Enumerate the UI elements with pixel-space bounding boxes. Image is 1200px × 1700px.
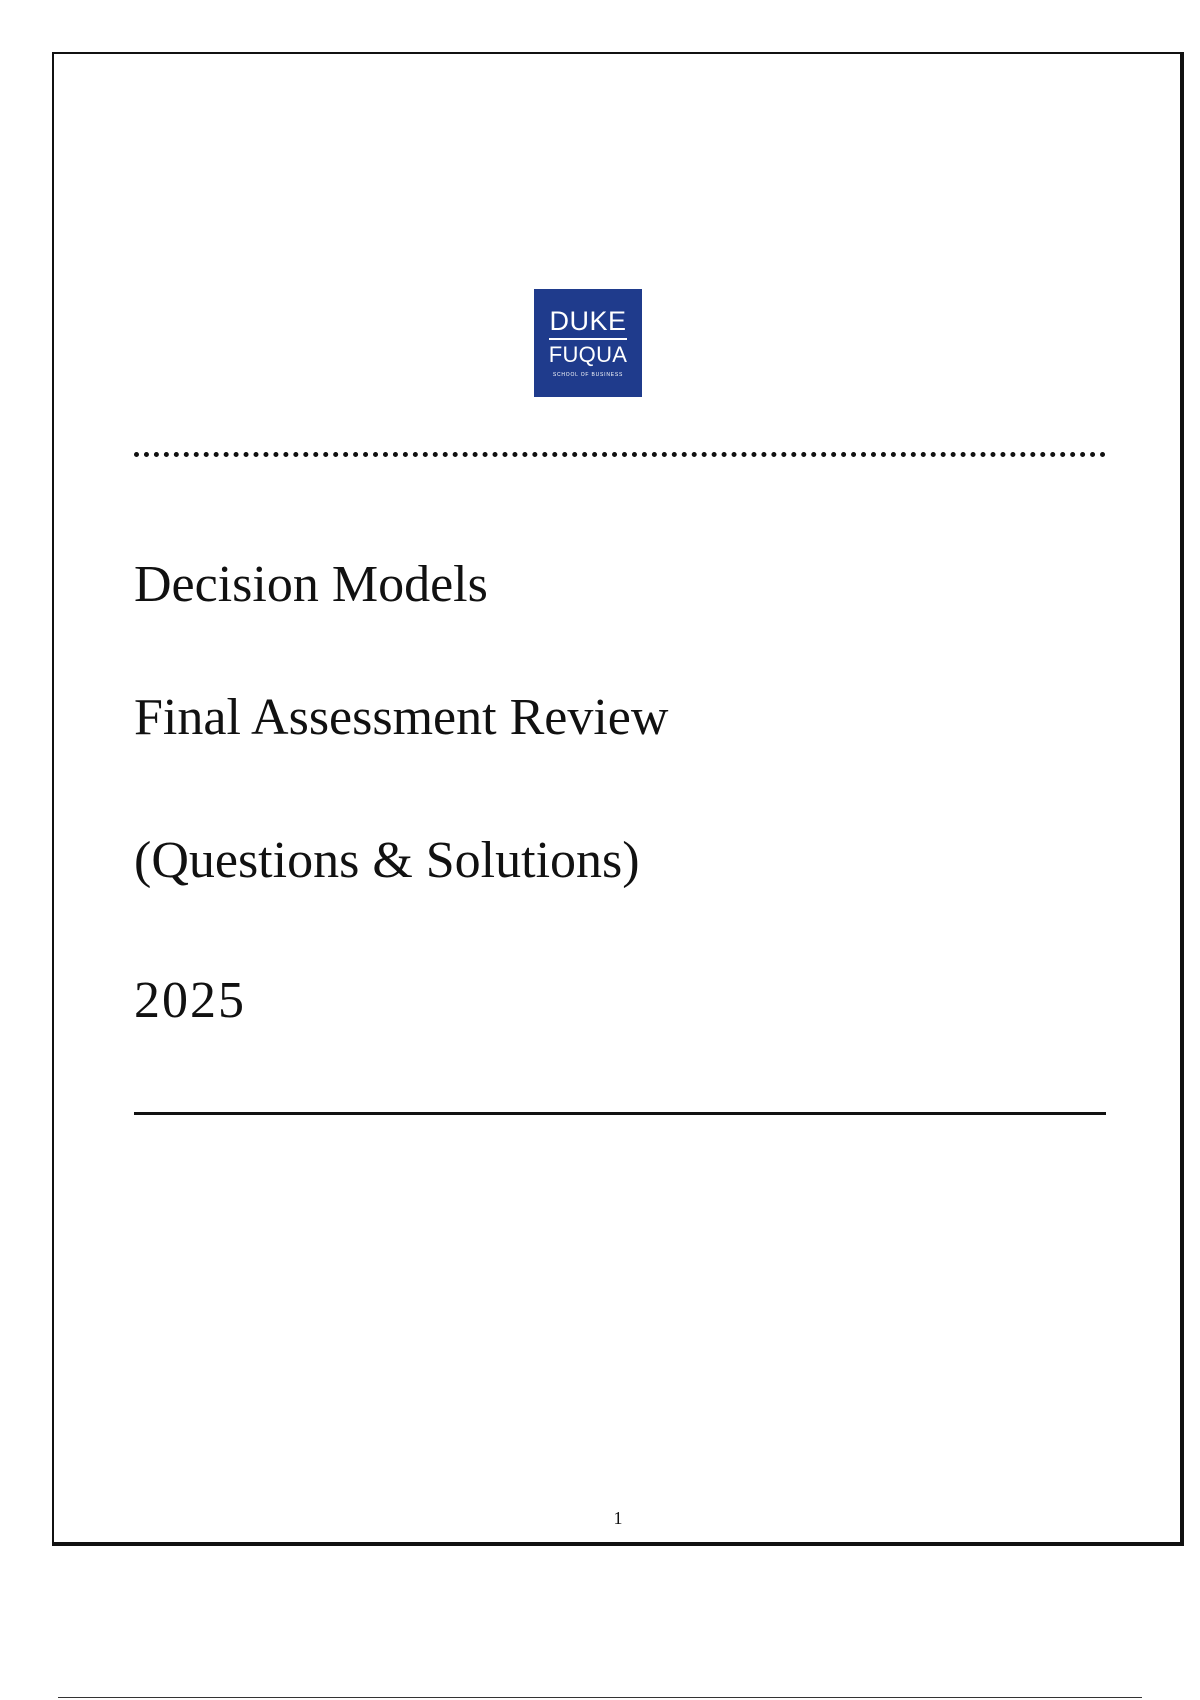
document-title: Decision Models: [134, 556, 488, 613]
logo-text-fuqua: FUQUA: [548, 342, 628, 367]
duke-fuqua-logo: [534, 289, 642, 397]
logo-text-school: SCHOOL OF BUSINESS: [552, 372, 624, 378]
document-subtitle-qualifier: (Questions & Solutions): [134, 832, 640, 889]
document-year: 2025: [134, 972, 246, 1029]
logo-text-duke: DUKE: [549, 306, 627, 336]
dotted-divider: [134, 452, 1106, 457]
next-page-edge: [58, 1697, 1142, 1698]
solid-divider: [134, 1112, 1106, 1115]
document-subtitle: Final Assessment Review: [134, 689, 669, 746]
page-number: 1: [613, 1508, 623, 1528]
logo-divider: [549, 338, 627, 340]
page-frame: [52, 52, 1184, 1546]
